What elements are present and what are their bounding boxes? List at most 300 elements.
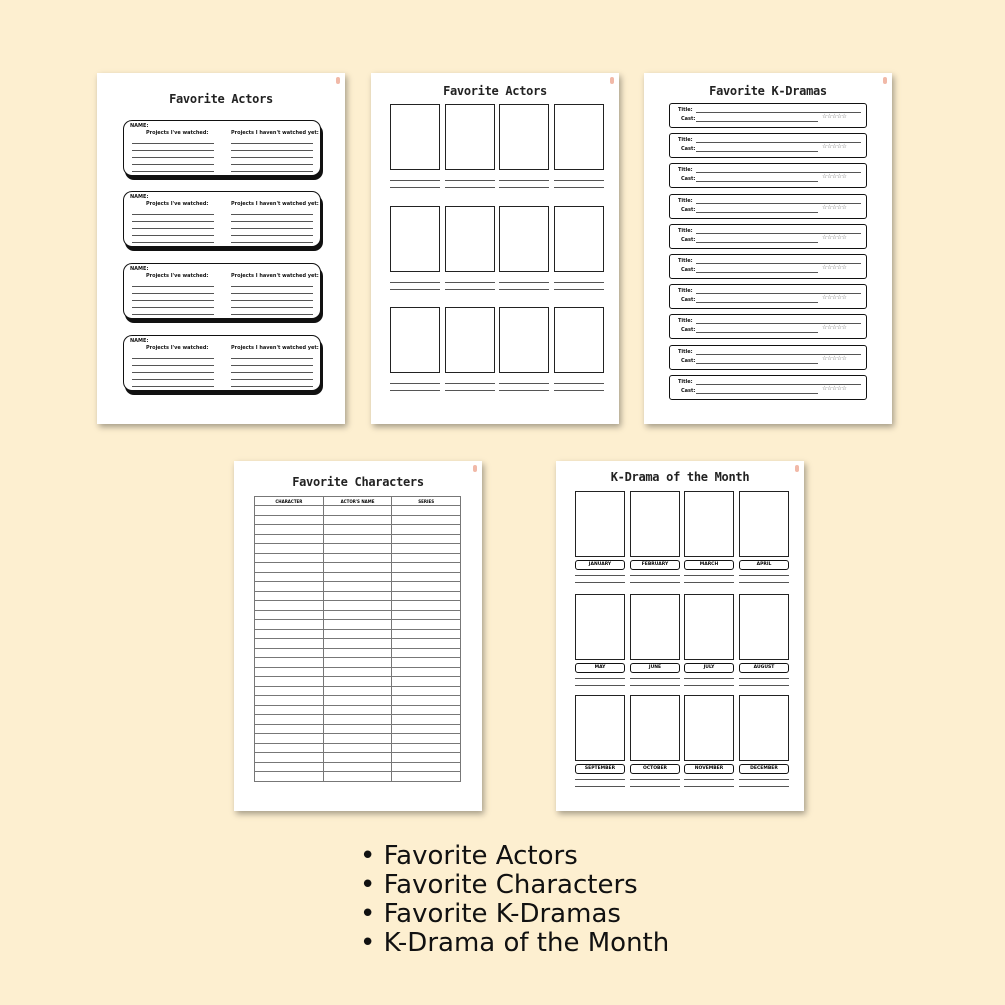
write-line (575, 582, 625, 583)
write-line (739, 685, 789, 686)
write-line (554, 289, 604, 290)
table-cell[interactable] (255, 658, 324, 668)
kdrama-row (669, 103, 867, 128)
table-cell[interactable] (255, 563, 324, 573)
write-line (554, 187, 604, 188)
write-line (739, 575, 789, 576)
page-title: Favorite Actors (169, 92, 273, 106)
table-cell[interactable] (392, 515, 461, 525)
table-cell[interactable] (323, 572, 392, 582)
write-line (684, 786, 734, 787)
table-row (255, 753, 461, 763)
write-line (231, 171, 313, 172)
table-cell[interactable] (392, 553, 461, 563)
table-row (255, 629, 461, 639)
not-watched-label: Projects I haven't watched yet: (231, 273, 319, 279)
watched-label: Projects I've watched: (146, 273, 209, 279)
write-line (575, 685, 625, 686)
write-line (231, 150, 313, 151)
write-line (132, 300, 214, 301)
write-line (132, 386, 214, 387)
kdrama-row (669, 254, 867, 279)
photo-box (554, 307, 604, 373)
table-cell[interactable] (323, 734, 392, 744)
month-label: FEBRUARY (630, 560, 680, 570)
write-line (696, 181, 818, 182)
write-line (499, 187, 549, 188)
table-row (255, 591, 461, 601)
title-label: Title: (678, 137, 693, 144)
write-line (499, 180, 549, 181)
table-cell[interactable] (323, 705, 392, 715)
table-cell[interactable] (323, 563, 392, 573)
table-cell[interactable] (255, 772, 324, 782)
table-cell[interactable] (323, 743, 392, 753)
write-line (630, 786, 680, 787)
rating-stars: ☆☆☆☆☆ (822, 113, 847, 120)
table-cell[interactable] (255, 743, 324, 753)
write-line (132, 214, 214, 215)
table-cell[interactable] (323, 591, 392, 601)
table-row (255, 620, 461, 630)
month-label: MAY (575, 663, 625, 673)
write-line (696, 363, 818, 364)
title-label: Title: (678, 107, 693, 113)
table-cell[interactable] (323, 677, 392, 687)
write-line (132, 143, 214, 144)
page-favorite-actors-list (97, 73, 345, 424)
table-cell[interactable] (255, 544, 324, 554)
kdrama-row (669, 345, 867, 370)
write-line (132, 286, 214, 287)
page-favorite-characters (234, 461, 482, 811)
not-watched-label: Projects I haven't watched yet: (231, 130, 319, 136)
write-line (575, 786, 625, 787)
table-cell[interactable] (392, 620, 461, 630)
table-cell[interactable] (255, 591, 324, 601)
table-cell[interactable] (323, 762, 392, 772)
photo-box (554, 104, 604, 170)
photo-box (445, 307, 495, 373)
cast-label: Cast: (681, 327, 696, 334)
table-cell[interactable] (392, 724, 461, 734)
cast-label: Cast: (681, 267, 696, 273)
table-row (255, 515, 461, 525)
table-cell[interactable] (255, 620, 324, 630)
page-kdrama-of-the-month (556, 461, 804, 811)
write-line (696, 242, 818, 243)
rating-stars: ☆☆☆☆☆ (822, 143, 847, 151)
watched-label: Projects I've watched: (146, 345, 209, 351)
write-line (231, 307, 313, 308)
cast-label: Cast: (681, 297, 696, 304)
write-line (696, 151, 818, 152)
photo-box (554, 206, 604, 272)
table-cell[interactable] (392, 705, 461, 715)
write-line (554, 282, 604, 283)
bunny-icon (473, 465, 477, 472)
write-line (231, 157, 313, 158)
title-label: Title: (678, 258, 693, 264)
feature-item: • K-Drama of the Month (360, 929, 669, 958)
rating-stars: ☆☆☆☆☆ (822, 324, 847, 332)
feature-list (360, 842, 669, 958)
kdrama-row (669, 133, 867, 158)
table-cell[interactable] (323, 724, 392, 734)
not-watched-label: Projects I haven't watched yet: (231, 201, 319, 207)
poster-box (630, 491, 680, 557)
write-line (132, 307, 214, 308)
month-label: AUGUST (739, 663, 789, 673)
page-title: K-Drama of the Month (610, 470, 750, 484)
write-line (132, 221, 214, 222)
write-line (696, 272, 818, 273)
title-label: Title: (678, 318, 693, 325)
month-label: JANUARY (575, 560, 625, 570)
bunny-icon (883, 77, 887, 84)
write-line (739, 786, 789, 787)
table-cell[interactable] (323, 658, 392, 668)
write-line (132, 314, 214, 315)
table-row (255, 553, 461, 563)
page-title: Favorite Characters (292, 475, 424, 489)
month-label: DECEMBER (739, 764, 789, 774)
write-line (231, 242, 313, 243)
table-cell[interactable] (392, 762, 461, 772)
write-line (445, 289, 495, 290)
table-cell[interactable] (255, 639, 324, 649)
photo-box (499, 104, 549, 170)
write-line (684, 779, 734, 780)
table-cell[interactable] (255, 610, 324, 620)
title-label: Title: (678, 227, 693, 234)
table-cell[interactable] (255, 553, 324, 563)
month-label: SEPTEMBER (575, 764, 625, 774)
table-cell[interactable] (323, 648, 392, 658)
table-cell[interactable] (255, 515, 324, 525)
table-row (255, 734, 461, 744)
cast-label: Cast: (681, 387, 696, 394)
write-line (630, 678, 680, 679)
photo-box (445, 104, 495, 170)
table-cell[interactable] (392, 591, 461, 601)
table-cell[interactable] (392, 753, 461, 763)
write-line (696, 212, 818, 213)
cast-label: Cast: (681, 236, 696, 243)
column-header: ACTOR'S NAME (323, 497, 392, 506)
feature-item: • Favorite Characters (360, 871, 669, 900)
write-line (684, 685, 734, 686)
table-row (255, 762, 461, 772)
table-cell[interactable] (323, 667, 392, 677)
table-cell[interactable] (323, 582, 392, 592)
write-line (231, 221, 313, 222)
title-label: Title: (678, 378, 693, 385)
actor-card (123, 191, 321, 247)
table-cell[interactable] (392, 525, 461, 535)
poster-box (684, 491, 734, 557)
table-cell[interactable] (255, 686, 324, 696)
write-line (132, 242, 214, 243)
write-line (445, 390, 495, 391)
poster-box (630, 695, 680, 761)
table-cell[interactable] (255, 762, 324, 772)
write-line (499, 289, 549, 290)
month-label: MARCH (684, 560, 734, 570)
page-title: Favorite Actors (443, 84, 547, 98)
write-line (231, 386, 313, 387)
column-header: CHARACTER (255, 497, 324, 506)
table-cell[interactable] (255, 582, 324, 592)
poster-box (739, 695, 789, 761)
month-label: JULY (684, 663, 734, 673)
table-row (255, 610, 461, 620)
table-cell[interactable] (392, 734, 461, 744)
table-cell[interactable] (255, 648, 324, 658)
bunny-icon (610, 77, 614, 84)
table-row (255, 544, 461, 554)
write-line (231, 228, 313, 229)
write-line (696, 302, 818, 303)
write-line (132, 365, 214, 366)
write-line (696, 332, 818, 333)
photo-box (499, 206, 549, 272)
write-line (132, 372, 214, 373)
characters-table (254, 496, 461, 782)
write-line (132, 358, 214, 359)
write-line (445, 180, 495, 181)
table-row (255, 525, 461, 535)
table-cell[interactable] (392, 582, 461, 592)
write-line (132, 171, 214, 172)
table-cell[interactable] (392, 715, 461, 725)
table-row (255, 743, 461, 753)
table-cell[interactable] (323, 753, 392, 763)
table-cell[interactable] (255, 724, 324, 734)
table-cell[interactable] (255, 734, 324, 744)
write-line (499, 383, 549, 384)
write-line (554, 180, 604, 181)
table-row (255, 639, 461, 649)
table-cell[interactable] (392, 544, 461, 554)
table-row (255, 572, 461, 582)
write-line (684, 678, 734, 679)
poster-box (575, 491, 625, 557)
title-label: Title: (678, 167, 693, 174)
write-line (231, 379, 313, 380)
month-label: JUNE (630, 663, 680, 673)
rating-stars: ☆☆☆☆☆ (822, 384, 847, 392)
table-cell[interactable] (323, 715, 392, 725)
table-cell[interactable] (392, 696, 461, 706)
table-cell[interactable] (392, 658, 461, 668)
table-cell[interactable] (392, 743, 461, 753)
table-row (255, 677, 461, 687)
watched-label: Projects I've watched: (146, 201, 209, 207)
table-cell[interactable] (255, 601, 324, 611)
bunny-icon (336, 77, 340, 84)
photo-box (390, 206, 440, 272)
write-line (696, 121, 818, 122)
write-line (231, 286, 313, 287)
write-line (630, 582, 680, 583)
table-cell[interactable] (255, 525, 324, 535)
write-line (132, 379, 214, 380)
write-line (739, 582, 789, 583)
actor-card (123, 263, 321, 319)
table-row (255, 667, 461, 677)
name-label: NAME: (130, 266, 149, 272)
table-row (255, 601, 461, 611)
poster-box (684, 695, 734, 761)
write-line (684, 575, 734, 576)
table-cell[interactable] (255, 667, 324, 677)
title-label: Title: (678, 348, 693, 355)
photo-box (390, 307, 440, 373)
poster-box (739, 491, 789, 557)
table-cell[interactable] (255, 715, 324, 725)
table-row (255, 582, 461, 592)
table-cell[interactable] (323, 525, 392, 535)
table-cell[interactable] (323, 639, 392, 649)
poster-box (739, 594, 789, 660)
rating-stars: ☆☆☆☆☆ (822, 233, 847, 241)
table-cell[interactable] (323, 506, 392, 516)
table-cell[interactable] (392, 677, 461, 687)
write-line (575, 779, 625, 780)
table-cell[interactable] (392, 639, 461, 649)
kdrama-row (669, 163, 867, 188)
table-cell[interactable] (392, 772, 461, 782)
table-row (255, 696, 461, 706)
write-line (554, 383, 604, 384)
write-line (739, 678, 789, 679)
table-cell[interactable] (323, 544, 392, 554)
poster-box (684, 594, 734, 660)
write-line (445, 282, 495, 283)
table-row (255, 506, 461, 516)
table-row (255, 705, 461, 715)
table-cell[interactable] (255, 506, 324, 516)
write-line (132, 235, 214, 236)
table-cell[interactable] (392, 648, 461, 658)
page-favorite-kdramas (644, 73, 892, 424)
table-row (255, 686, 461, 696)
table-cell[interactable] (392, 629, 461, 639)
write-line (231, 293, 313, 294)
cast-label: Cast: (681, 206, 696, 213)
table-cell[interactable] (323, 696, 392, 706)
month-label: OCTOBER (630, 764, 680, 774)
title-label: Title: (678, 197, 693, 204)
kdrama-row (669, 194, 867, 219)
table-cell[interactable] (392, 686, 461, 696)
not-watched-label: Projects I haven't watched yet: (231, 345, 319, 351)
table-cell[interactable] (323, 772, 392, 782)
actor-card (123, 335, 321, 391)
table-cell[interactable] (323, 610, 392, 620)
table-cell[interactable] (323, 515, 392, 525)
write-line (554, 390, 604, 391)
table-cell[interactable] (323, 629, 392, 639)
write-line (499, 390, 549, 391)
write-line (231, 235, 313, 236)
table-cell[interactable] (255, 677, 324, 687)
page-favorite-actors-grid (371, 73, 619, 424)
kdrama-row (669, 284, 867, 309)
table-cell[interactable] (392, 506, 461, 516)
table-cell[interactable] (323, 601, 392, 611)
photo-box (390, 104, 440, 170)
write-line (390, 390, 440, 391)
kdrama-row (669, 224, 867, 249)
write-line (231, 365, 313, 366)
write-line (132, 293, 214, 294)
table-cell[interactable] (255, 534, 324, 544)
table-cell[interactable] (255, 705, 324, 715)
write-line (132, 164, 214, 165)
table-cell[interactable] (323, 534, 392, 544)
photo-box (445, 206, 495, 272)
table-cell[interactable] (392, 667, 461, 677)
table-cell[interactable] (255, 629, 324, 639)
write-line (575, 678, 625, 679)
write-line (445, 187, 495, 188)
watched-label: Projects I've watched: (146, 130, 209, 136)
write-line (445, 383, 495, 384)
cast-label: Cast: (681, 176, 696, 183)
table-cell[interactable] (392, 534, 461, 544)
table-row (255, 724, 461, 734)
title-label: Title: (678, 288, 693, 295)
write-line (390, 383, 440, 384)
poster-box (575, 695, 625, 761)
table-cell[interactable] (255, 696, 324, 706)
table-cell[interactable] (323, 553, 392, 563)
rating-stars: ☆☆☆☆☆ (822, 354, 847, 362)
write-line (630, 779, 680, 780)
table-cell[interactable] (392, 601, 461, 611)
write-line (390, 282, 440, 283)
table-cell[interactable] (323, 620, 392, 630)
write-line (231, 214, 313, 215)
write-line (390, 187, 440, 188)
month-label: NOVEMBER (684, 764, 734, 774)
feature-item: • Favorite Actors (360, 842, 669, 871)
kdrama-row (669, 375, 867, 400)
table-cell[interactable] (392, 563, 461, 573)
rating-stars: ☆☆☆☆☆ (822, 173, 847, 181)
write-line (132, 150, 214, 151)
page-title: Favorite K-Dramas (709, 84, 827, 98)
table-cell[interactable] (255, 572, 324, 582)
table-cell[interactable] (255, 753, 324, 763)
name-label: NAME: (130, 338, 149, 344)
poster-box (575, 594, 625, 660)
write-line (739, 779, 789, 780)
write-line (696, 393, 818, 394)
actor-card (123, 120, 321, 176)
table-cell[interactable] (392, 610, 461, 620)
photo-box (499, 307, 549, 373)
table-row (255, 534, 461, 544)
table-cell[interactable] (323, 686, 392, 696)
feature-item: • Favorite K-Dramas (360, 900, 669, 929)
write-line (231, 300, 313, 301)
table-cell[interactable] (392, 572, 461, 582)
write-line (231, 314, 313, 315)
cast-label: Cast: (681, 116, 696, 122)
